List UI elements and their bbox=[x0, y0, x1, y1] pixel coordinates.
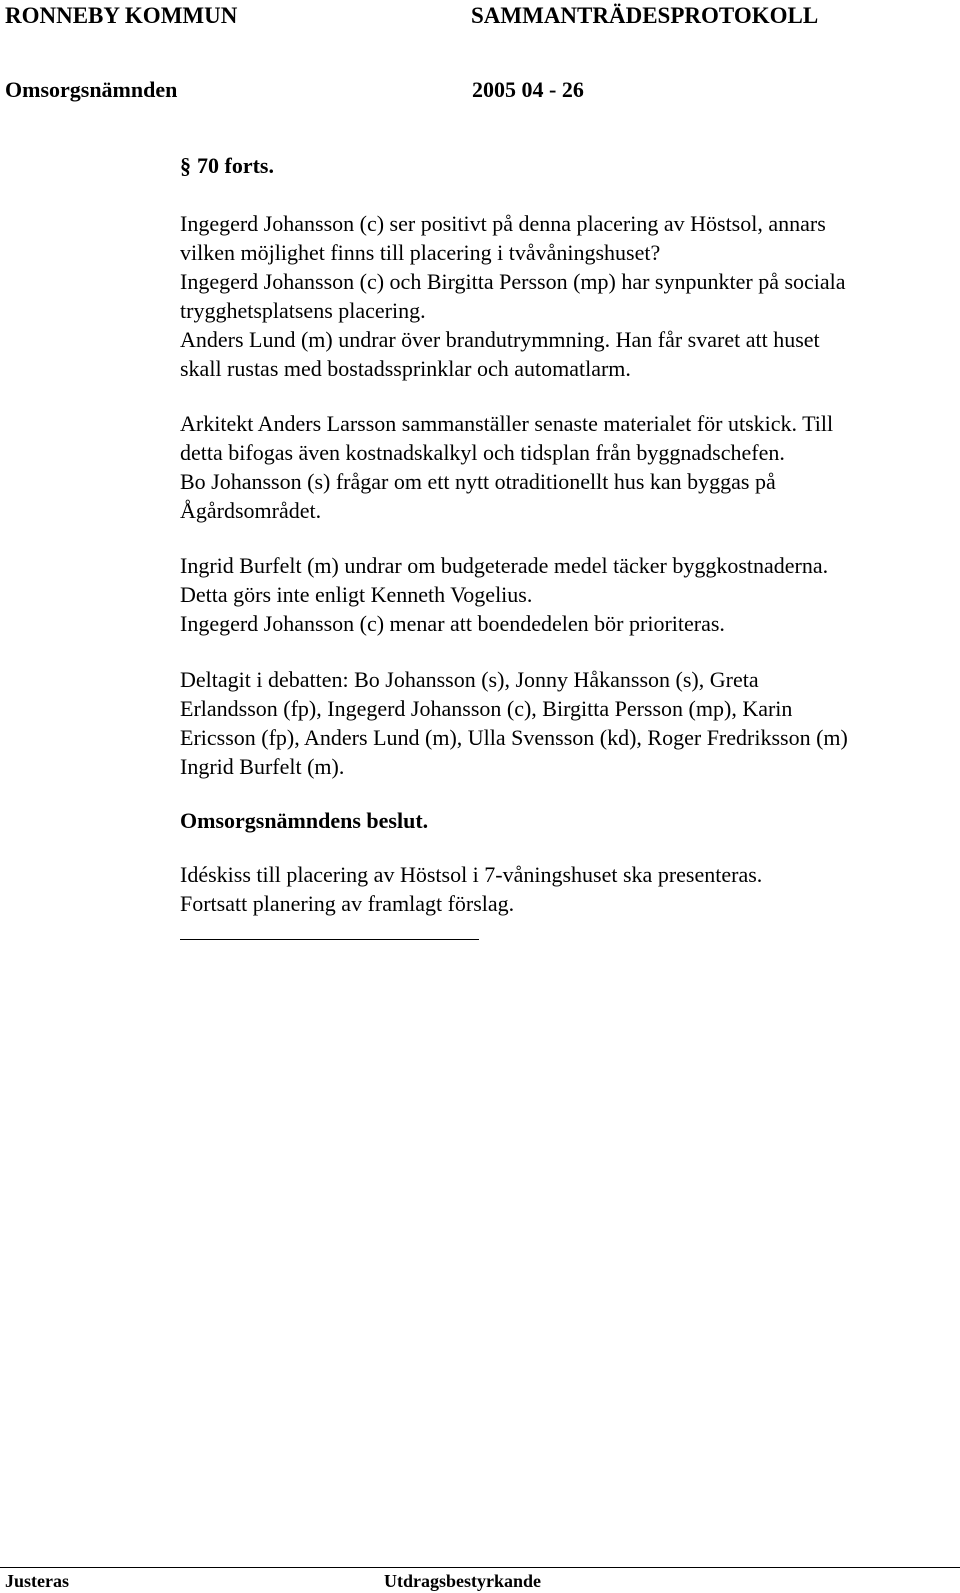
section-heading bbox=[180, 153, 274, 179]
text-line: Ingegerd Johansson (c) menar att boendedelen bör prioriteras. bbox=[180, 611, 725, 636]
decision-heading: Omsorgsnämndens beslut. bbox=[180, 808, 429, 833]
paragraph-discussion-placement bbox=[180, 209, 940, 383]
organization-name: RONNEBY KOMMUN bbox=[5, 3, 238, 28]
paragraph-budget bbox=[180, 551, 940, 638]
document-type: SAMMANTRÄDESPROTOKOLL bbox=[471, 3, 819, 28]
text-line: Detta görs inte enligt Kenneth Vogelius. bbox=[180, 582, 533, 607]
text-line: trygghetsplatsens placering. bbox=[180, 298, 426, 323]
text-line: Ågårdsområdet. bbox=[180, 498, 322, 523]
footer-justeras: Justeras bbox=[5, 1571, 69, 1591]
text-line: Ingegerd Johansson (c) och Birgitta Persson (mp) har synpunkter på sociala bbox=[180, 269, 846, 294]
footer-utdragsbestyrkande: Utdragsbestyrkande bbox=[384, 1571, 542, 1591]
text-line: skall rustas med bostadssprinklar och automatlarm. bbox=[180, 356, 631, 381]
decision-text bbox=[180, 860, 940, 918]
text-line: Ingrid Burfelt (m) undrar om budgeterade medel täcker byggkostnaderna. bbox=[180, 553, 829, 578]
text-line: Idéskiss till placering av Höstsol i 7-våningshuset ska presenteras. bbox=[180, 862, 763, 887]
paragraph-architect-material bbox=[180, 409, 940, 525]
paragraph-debate-participants bbox=[180, 665, 940, 781]
end-rule-divider bbox=[180, 939, 479, 940]
meeting-date: 2005 04 - 26 bbox=[472, 77, 584, 102]
text-line: Ingegerd Johansson (c) ser positivt på denna placering av Höstsol, annars bbox=[180, 211, 826, 236]
text-line: Fortsatt planering av framlagt förslag. bbox=[180, 891, 515, 916]
text-line: Ericsson (fp), Anders Lund (m), Ulla Svensson (kd), Roger Fredriksson (m) bbox=[180, 725, 848, 750]
footer-divider bbox=[0, 1567, 960, 1568]
text-line: Erlandsson (fp), Ingegerd Johansson (c), Birgitta Persson (mp), Karin bbox=[180, 696, 793, 721]
text-line: Deltagit i debatten: Bo Johansson (s), Jonny Håkansson (s), Greta bbox=[180, 667, 759, 692]
committee-name: Omsorgsnämnden bbox=[5, 77, 178, 102]
text-line: Ingrid Burfelt (m). bbox=[180, 754, 345, 779]
text-line: vilken möjlighet finns till placering i tvåvåningshuset? bbox=[180, 240, 661, 265]
text-line: detta bifogas även kostnadskalkyl och tidsplan från byggnadschefen. bbox=[180, 440, 785, 465]
text-line: Arkitekt Anders Larsson sammanställer senaste materialet för utskick. Till bbox=[180, 411, 834, 436]
text-line: Bo Johansson (s) frågar om ett nytt otraditionellt hus kan byggas på bbox=[180, 469, 776, 494]
section-number: 70 forts. bbox=[197, 153, 274, 178]
section-symbol: § bbox=[180, 153, 191, 178]
text-line: Anders Lund (m) undrar över brandutrymmning. Han får svaret att huset bbox=[180, 327, 820, 352]
